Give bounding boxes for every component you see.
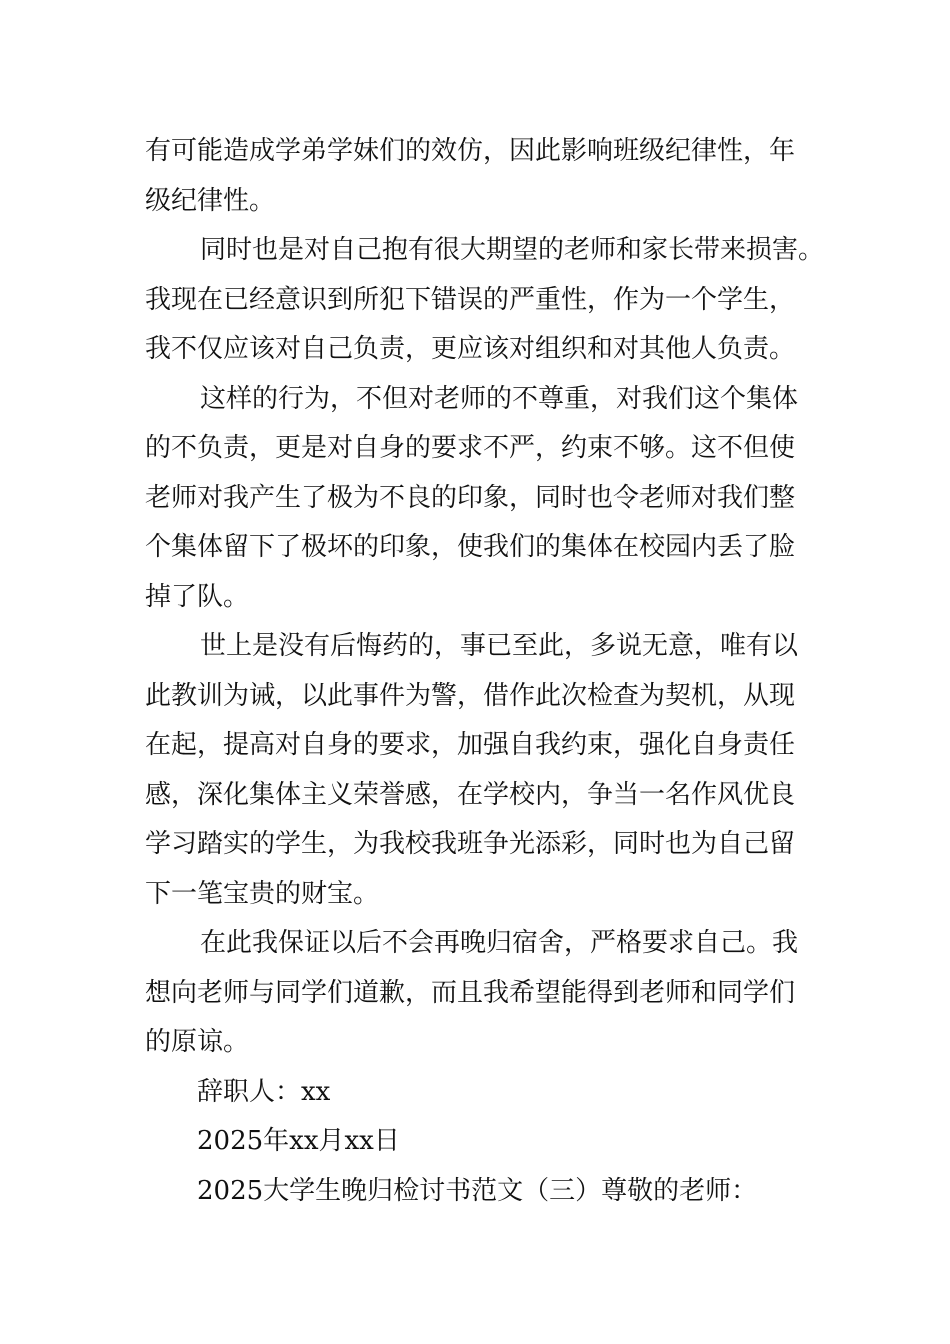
- paragraph-1: [145, 127, 815, 226]
- text-line: 在起，提高对自身的要求，加强自我约束，强化自身责任: [145, 730, 796, 760]
- text-line: 想向老师与同学们道歉，而且我希望能得到老师和同学们: [145, 977, 796, 1008]
- text-line: 感，深化集体主义荣誉感，在学校内，争当一名作风优良: [145, 779, 796, 810]
- signature-date: 2025年xx月xx日: [197, 1126, 400, 1156]
- paragraph-2: [145, 226, 825, 375]
- text-line: 同时也是对自己抱有很大期望的老师和家长带来损害。: [200, 235, 825, 265]
- paragraph-3: [145, 375, 815, 623]
- text-line: 这样的行为，不但对老师的不尊重，对我们这个集体: [200, 383, 799, 414]
- next-section-title: 2025大学生晚归检讨书范文（三）尊敬的老师：: [197, 1175, 758, 1206]
- text-line: 此教训为诫，以此事件为警，借作此次检查为契机，从现: [145, 680, 796, 711]
- text-line: 我不仅应该对自己负责，更应该对组织和对其他人负责。: [145, 334, 796, 364]
- text-line: 我现在已经意识到所犯下错误的严重性，作为一个学生，: [145, 284, 796, 315]
- text-line: 级纪律性。: [145, 185, 276, 216]
- text-line: 掉了队。: [145, 581, 250, 612]
- text-line: 的不负责，更是对自身的要求不严，约束不够。这不但使: [145, 433, 796, 463]
- text-line: 的原谅。: [145, 1027, 250, 1057]
- text-line: 世上是没有后悔药的，事已至此，多说无意，唯有以: [200, 631, 799, 661]
- document-body: [145, 127, 825, 1216]
- paragraph-4: [145, 622, 815, 919]
- text-line: 老师对我产生了极为不良的印象，同时也令老师对我们整: [145, 482, 796, 513]
- text-line: 学习踏实的学生，为我校我班争光添彩，同时也为自己留: [145, 829, 796, 859]
- signature-name: 辞职人：xx: [197, 1076, 331, 1107]
- paragraph-5: [145, 919, 815, 1068]
- text-line: 下一笔宝贵的财宝。: [145, 878, 380, 909]
- signature-block: [145, 1068, 815, 1217]
- text-line: 在此我保证以后不会再晚归宿舍，严格要求自己。我: [200, 928, 799, 958]
- text-line: 个集体留下了极坏的印象，使我们的集体在校园内丢了脸: [145, 532, 796, 562]
- text-line: 有可能造成学弟学妹们的效仿，因此影响班级纪律性，年: [145, 136, 796, 166]
